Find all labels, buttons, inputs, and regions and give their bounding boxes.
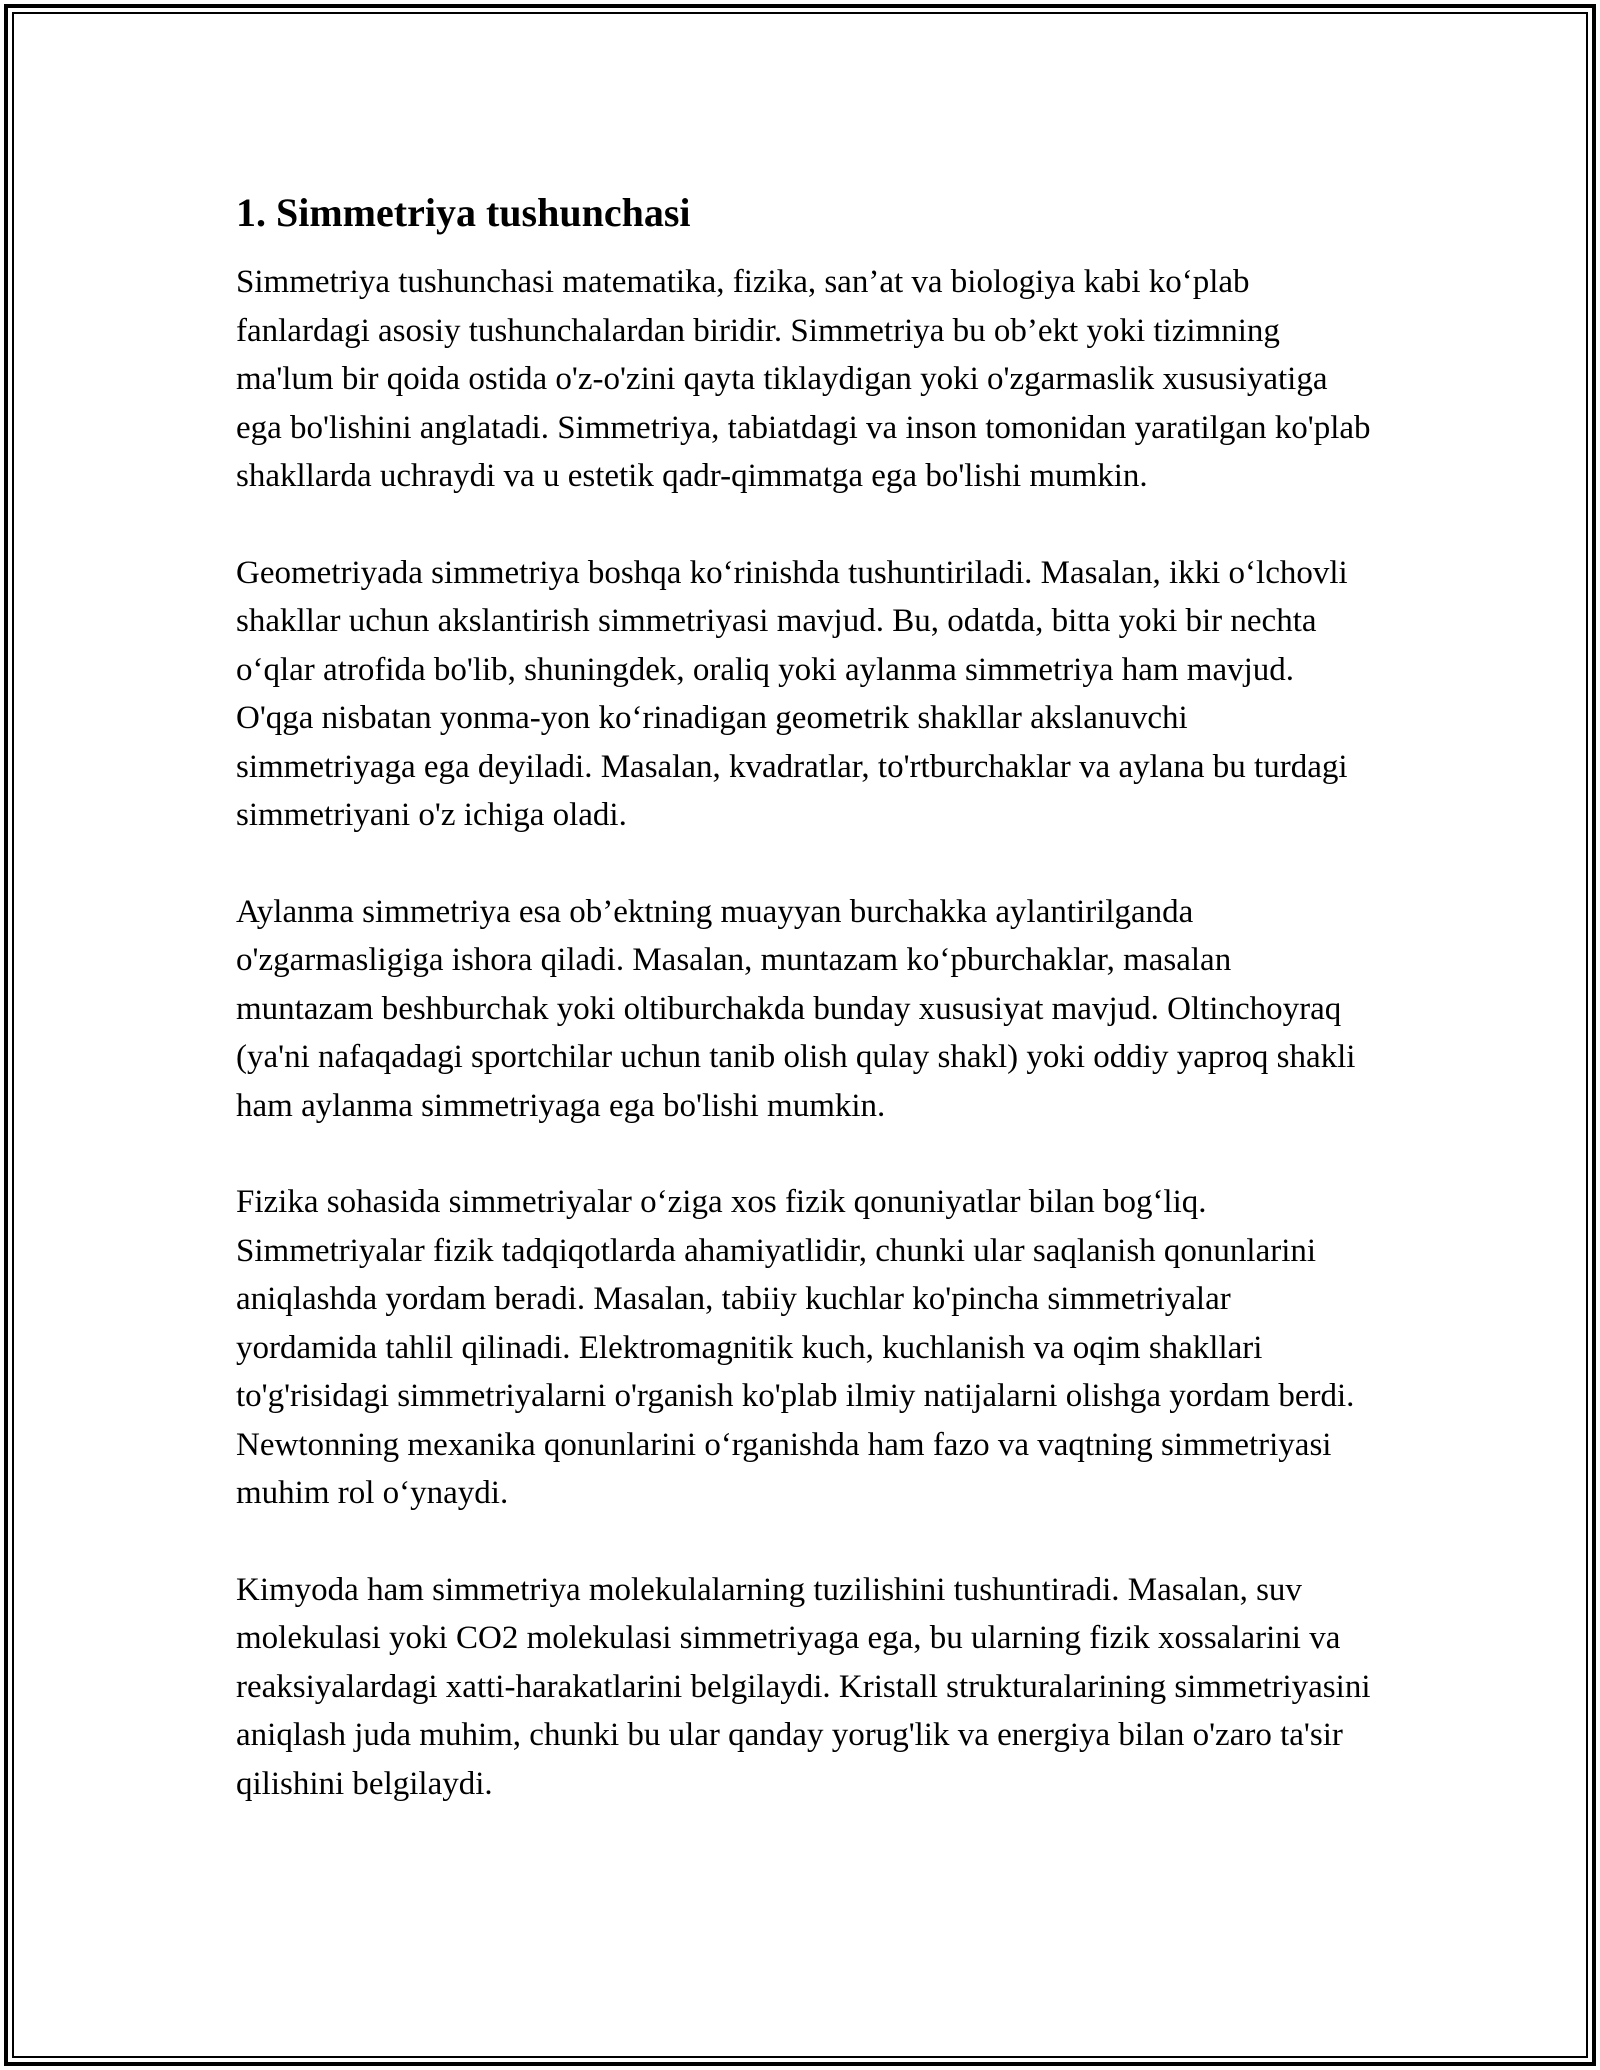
paragraph-chemistry: Kimyoda ham simmetriya molekulalarning tuzilishini tushuntiradi. Masalan, suv molekulasi yoki CO2 molekulasi simmetriyaga ega, bu ularning fizik xossalarini va reaksiyalardagi xatti-harakatlarini belgilaydi. Kristall strukturalarining simmetriyasini aniqlash juda muhim, chunki bu ular qanday yorug'lik va energiya bilan o'zaro ta'sir qilishini belgilaydi. — [236, 1571, 1371, 1802]
paragraph-physics: Fizika sohasida simmetriyalar o‘ziga xos fizik qonuniyatlar bilan bog‘liq. Simmetriyalar fizik tadqiqotlarda ahamiyatlidir, chunki ular saqlanish qonunlarini aniqlashda yordam beradi. Masalan, tabiiy kuchlar ko'pincha simmetriyalar yordamida tahlil qilinadi. Elektromagnitik kuch, kuchlanish va oqim shakllari to'g'risidagi simmetriyalarni o'rganish ko'plab ilmiy natijalarni olishga yordam berdi. Newtonning mexanika qonunlarini o‘rganishda ham fazo va vaqtning simmetriyasi muhim rol o‘ynaydi. — [236, 1184, 1355, 1511]
section-heading: 1. Simmetriya tushunchasi — [236, 190, 691, 235]
paragraph-rotational: Aylanma simmetriya esa ob’ektning muayyan burchakka aylantirilganda o'zgarmasligiga ishora qiladi. Masalan, muntazam ko‘pburchaklar, masalan muntazam beshburchak yoki oltiburchakda bunday xususiyat mavjud. Oltinchoyraq (ya'ni nafaqadagi sportchilar uchun tanib olish qulay shakl) yoki oddiy yaproq shakli ham aylanma simmetriyaga ega bo'lishi mumkin. — [236, 893, 1356, 1124]
paragraph-geometry: Geometriyada simmetriya boshqa ko‘rinishda tushuntiriladi. Masalan, ikki o‘lchovli shakllar uchun akslantirish simmetriyasi mavjud. Bu, odatda, bitta yoki bir nechta o‘qlar atrofida bo'lib, shuningdek, oraliq yoki aylanma simmetriya ham mavjud. O'qga nisbatan yonma-yon ko‘rinadigan geometrik shakllar akslanuvchi simmetriyaga ega deyiladi. Masalan, kvadratlar, to'rtburchaklar va aylana bu turdagi simmetriyani o'z ichiga oladi. — [236, 554, 1348, 833]
document-body — [236, 184, 1372, 1856]
paragraph-intro: Simmetriya tushunchasi matematika, fizika, san’at va biologiya kabi ko‘plab fanlardagi asosiy tushunchalardan biridir. Simmetriya bu ob’ekt yoki tizimning ma'lum bir qoida ostida o'z-o'zini qayta tiklaydigan yoki o'zgarmaslik xususiyatiga ega bo'lishini anglatadi. Simmetriya, tabiatdagi va inson tomonidan yaratilgan ko'plab shakllarda uchraydi va u estetik qadr-qimmatga ega bo'lishi mumkin. — [236, 264, 1371, 494]
